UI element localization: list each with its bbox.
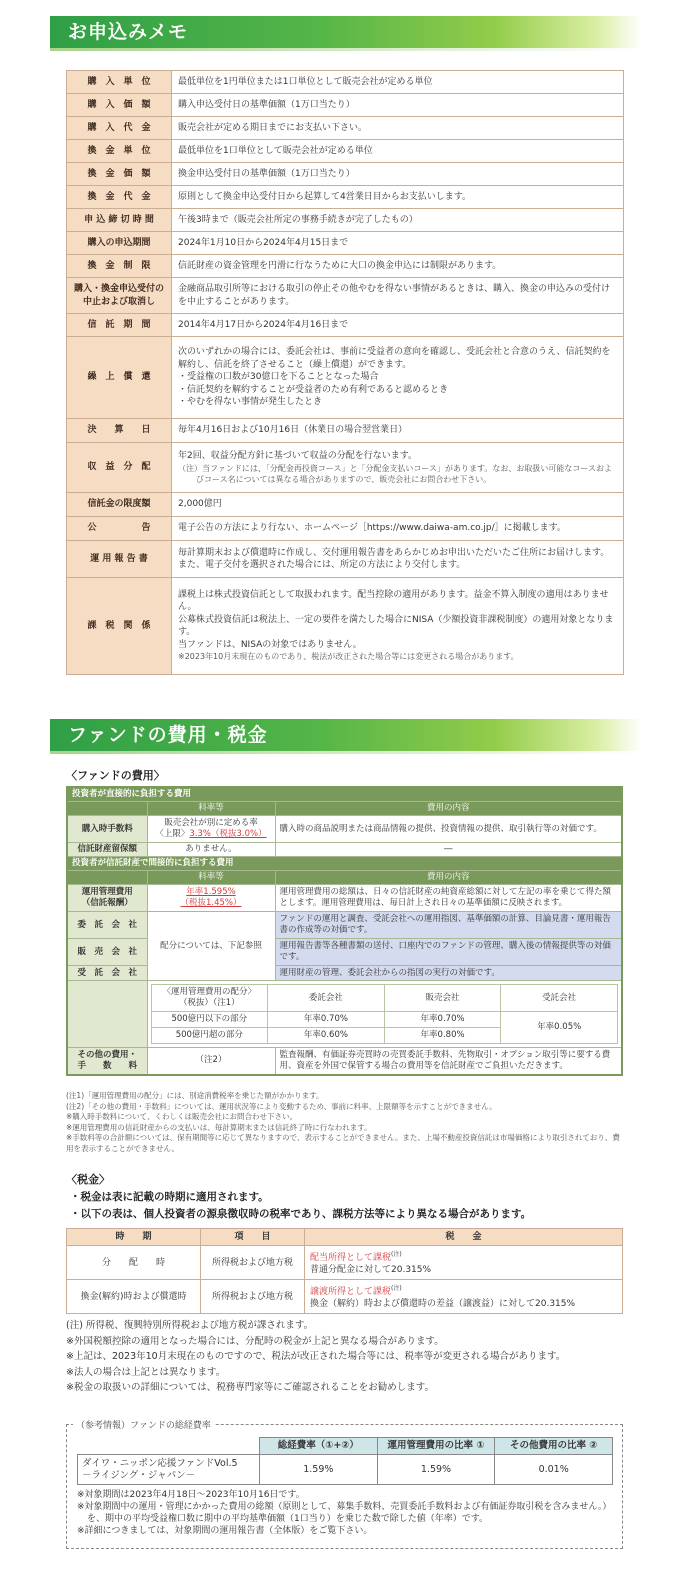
memo-banner xyxy=(50,16,642,48)
table-row xyxy=(67,787,622,802)
col-header: 費用の内容 xyxy=(275,802,622,816)
col-header: 運用管理費用の比率 ① xyxy=(377,1438,495,1455)
ref-notes xyxy=(77,1489,617,1537)
tax-item: 所得税および地方税 xyxy=(201,1280,305,1314)
mgmt-content: 運用管理費用の総額は、日々の信託財産の純資産総額に対して左記の率を乗じて得た額とします。運用管理費用は、毎日計上され日々の基準価額に反映されます。 xyxy=(275,885,622,912)
tax-bullet: ・税金は表に記載の時期に適用されます。 xyxy=(70,1191,269,1203)
kazei-line: 公募株式投資信託は税法上、一定の要件を満たした場合にNISA（少額投資非課税制度）の適用対象となります。 xyxy=(178,614,614,637)
table-row xyxy=(67,419,624,443)
table-row xyxy=(67,871,622,885)
tax-bullet: ・以下の表は、個人投資者の源泉徴収時の税率であり、課税方法等により異なる場合があります。 xyxy=(70,1208,532,1220)
note-line: ※運用管理費用の信託財産からの支払いは、毎計算期末または信託終了時に行なわれます。 xyxy=(66,1122,372,1132)
row-label: 申 込 締 切 時 間 xyxy=(67,209,172,232)
list-item: ・ 受益権の口数が30億口を下ることとなった場合 xyxy=(178,371,617,384)
row-value: 最低単位を1口単位として販売会社が定める単位 xyxy=(172,140,624,163)
fund-name-line: ダイワ・ニッポン応援ファンドVol.5 xyxy=(82,1457,238,1469)
row-label: 購入・換金申込受付の中止および取消し xyxy=(67,278,172,314)
table-row xyxy=(67,1246,623,1280)
table-row xyxy=(67,912,622,939)
row-value: 金融商品取引所等における取引の停止その他やむを得ない事情があるときは、購入、換金の申込みの受付けを中止することがあります。 xyxy=(172,278,624,314)
table-row xyxy=(67,885,622,912)
table-row xyxy=(67,981,622,1048)
row-label: 購入の申込期間 xyxy=(67,232,172,255)
memo-table xyxy=(66,70,624,675)
table-row xyxy=(67,163,624,186)
row-label: 決 算 日 xyxy=(67,419,172,443)
note-line: ※上記は、2023年10月末現在のものですので、税法が改正された場合等には、税率等が変更される場合があります。 xyxy=(66,1351,566,1362)
table-row xyxy=(151,1012,618,1028)
alloc-col: 受託会社 xyxy=(501,985,618,1012)
alloc-title: 〈運用管理費用の配分〉 xyxy=(162,987,257,997)
ref-value: 1.59% xyxy=(260,1455,378,1485)
col-header: その他費用の比率 ② xyxy=(495,1438,613,1455)
table-row xyxy=(78,1455,613,1485)
bunpai-text: 年2回、収益分配方針に基づいて収益の分配を行ないます。 xyxy=(178,451,418,462)
row-label: 販 売 会 社 xyxy=(67,939,147,966)
note-line: ※詳細につきましては、対象期間の運用報告書（全体版）をご覧下さい。 xyxy=(77,1526,373,1536)
row-label: 購 入 代 金 xyxy=(67,117,172,140)
table-row xyxy=(67,232,624,255)
col-header: 税 金 xyxy=(305,1229,623,1246)
mgmt-label-sub: （信託報酬） xyxy=(81,898,133,908)
tax-subtitle: 〈税金〉 xyxy=(66,1173,110,1186)
note-line: (注) 所得税、復興特別所得税および地方税が課されます。 xyxy=(66,1320,314,1331)
row-value: 2,000億円 xyxy=(172,493,624,517)
tax-sup: (注) xyxy=(391,1251,402,1258)
alloc-col: 委託会社 xyxy=(268,985,385,1012)
tax-item: 所得税および地方税 xyxy=(201,1246,305,1280)
reserve-content: ― xyxy=(275,843,622,857)
tax-rate: 換金（解約）時および償還時の差益（譲渡益）に対して20.315% xyxy=(310,1299,576,1309)
row-value: 信託財産の資金管理を円滑に行なうために大口の換金申込には制限があります。 xyxy=(172,255,624,278)
itaku-content: ファンドの運用と調査、受託会社への運用指図、基準価額の計算、目論見書・運用報告書の作成等の対価です。 xyxy=(275,912,622,939)
note-line: (注2)「その他の費用・手数料」については、運用状況等により変動するため、事前に料率、上限額等を示すことができません。 xyxy=(66,1101,497,1111)
row-value xyxy=(172,578,624,675)
table-row xyxy=(67,140,624,163)
tax-table xyxy=(66,1228,623,1314)
kazei-line: 課税上は株式投資信託として取扱われます。配当控除の適用があります。益金不算入制度の適用はありません。 xyxy=(178,589,609,612)
direct-header: 投資者が直接的に負担する費用 xyxy=(67,787,622,802)
row-label: 購 入 単 位 xyxy=(67,71,172,94)
table-row xyxy=(67,314,624,337)
table-row xyxy=(67,816,622,843)
ref-value: 1.59% xyxy=(377,1455,495,1485)
cost-table xyxy=(66,786,623,1076)
mgmt-label: 運用管理費用 xyxy=(81,887,133,897)
row-value: 最低単位を1円単位または1口単位として販売会社が定める単位 xyxy=(172,71,624,94)
row-label: 購 入 価 額 xyxy=(67,94,172,117)
table-row xyxy=(67,1048,622,1075)
table-row xyxy=(67,443,624,493)
row-value xyxy=(172,443,624,493)
col-header: 時 期 xyxy=(67,1229,201,1246)
table-row xyxy=(67,802,622,816)
table-row xyxy=(67,71,624,94)
alloc-row-label: 500億円以下の部分 xyxy=(151,1012,268,1028)
row-label: 信託金の限度額 xyxy=(67,493,172,517)
note-line: (注1)「運用管理費用の配分」には、別途消費税率を乗じた額がかかります。 xyxy=(66,1091,324,1100)
other-content: 監査報酬、有価証券売買時の売買委託手数料、先物取引・オプション取引等に要する費用、資産を外国で保管する場合の費用等を信託財産でご負担いただきます。 xyxy=(275,1048,622,1075)
mgmt-rate-value: 年率1.595% xyxy=(186,887,236,897)
table-row xyxy=(67,843,622,857)
tax-rate: 普通分配金に対して20.315% xyxy=(310,1265,432,1275)
table-row xyxy=(67,541,624,578)
table-row xyxy=(67,578,624,675)
note-line: ※手数料等の合計額については、保有期間等に応じて異なりますので、表示することができません。また、上場不動産投資信託は市場価格により取引されており、費用を表示することができません。 xyxy=(66,1133,620,1153)
row-label: 信 託 期 間 xyxy=(67,314,172,337)
blank-cell xyxy=(67,981,147,1048)
row-value: 2024年1月10日から2024年4月15日まで xyxy=(172,232,624,255)
other-label: その他の費用・ xyxy=(77,1049,137,1060)
ref-value: 0.01% xyxy=(495,1455,613,1485)
table-row xyxy=(78,1438,613,1455)
tax-value xyxy=(305,1280,623,1314)
jutaku-content: 運用財産の管理、委託会社からの指図の実行の対価です。 xyxy=(275,966,622,981)
note-line: ※購入時手数料について、くわしくは販売会社にお問合わせ下さい。 xyxy=(66,1112,297,1121)
row-label: 運 用 報 告 書 xyxy=(67,541,172,578)
row-value: 毎計算期末および償還時に作成し、交付運用報告書をあらかじめお申出いただいたご住所にお届けします。また、電子交付を選択された場合には、所定の方法により交付します。 xyxy=(172,541,624,578)
buy-rate-value: 3.3%（税抜3.0%） xyxy=(189,829,267,839)
table-row xyxy=(151,985,618,1012)
note-line: ※対象期間中の運用・管理にかかった費用の総額（原則として、募集手数料、売買委託手数料および有価証券取引税を含みません。）を、期中の平均受益権口数に期中の平均基準価額（1口当り）を乗じた数で除した値（年率）です。 xyxy=(77,1502,612,1524)
ref-label: （参考情報）ファンドの総経費率 xyxy=(73,1418,214,1431)
col-header: 項 目 xyxy=(201,1229,305,1246)
row-label: 換 金 代 金 xyxy=(67,186,172,209)
alloc-cell xyxy=(147,981,622,1048)
row-value: 電子公告の方法により行ない、ホームページ［https://www.daiwa-am.co.jp/］に掲載します。 xyxy=(172,517,624,541)
buy-rate-cap: 〈上限〉 xyxy=(155,829,190,839)
row-label: 課 税 関 係 xyxy=(67,578,172,675)
blank-cell xyxy=(67,802,147,816)
tax-kind: 譲渡所得として課税 xyxy=(310,1287,392,1297)
row-value: 午後3時まで（販売会社所定の事務手続きが完了したもの） xyxy=(172,209,624,232)
alloc-header xyxy=(151,985,268,1012)
hanbai-content: 運用報告書等各種書類の送付、口座内でのファンドの管理、購入後の情報提供等の対価です。 xyxy=(275,939,622,966)
table-row xyxy=(67,857,622,871)
alloc-table xyxy=(151,984,619,1044)
alloc-value: 年率0.05% xyxy=(501,1012,618,1044)
row-label: 収 益 分 配 xyxy=(67,443,172,493)
kazei-note: ※2023年10月末現在のものであり、税法が改正された場合等には変更される場合があります。 xyxy=(178,652,519,661)
mgmt-rate-ex: （税抜1.45%） xyxy=(180,898,242,908)
other-label-sub: 手 数 料 xyxy=(77,1060,137,1071)
buy-content: 購入時の商品説明または商品情報の提供、投資情報の提供、取引執行等の対価です。 xyxy=(275,816,622,843)
row-label xyxy=(67,1048,147,1075)
note-line: ※対象期間は2023年4月18日～2023年10月16日です。 xyxy=(77,1490,305,1500)
ref-box xyxy=(66,1421,623,1549)
alloc-value: 年率0.60% xyxy=(268,1028,385,1044)
indirect-header: 投資者が信託財産で間接的に負担する費用 xyxy=(67,857,622,871)
row-label: 換 金 価 額 xyxy=(67,163,172,186)
list-item: ・ 信託契約を解約することが受益者のため有利であると認めるとき xyxy=(178,384,617,397)
row-label: 公 告 xyxy=(67,517,172,541)
row-label xyxy=(67,885,147,912)
alloc-row-label: 500億円超の部分 xyxy=(151,1028,268,1044)
kuriage-text: 次のいずれかの場合には、委託会社は、事前に受益者の意向を確認し、受託会社と合意のうえ、信託契約を解約し、信託を終了させること（繰上償還）ができます。 xyxy=(178,347,611,370)
row-label: 委 託 会 社 xyxy=(67,912,147,939)
table-row xyxy=(67,94,624,117)
tax-notes xyxy=(66,1318,565,1396)
memo-title: お申込みメモ xyxy=(68,21,189,43)
row-label: 繰 上 償 還 xyxy=(67,337,172,419)
split-note: 配分については、下記参照 xyxy=(147,912,275,981)
reserve-rate: ありません。 xyxy=(147,843,275,857)
col-header: 総経費率（①+②） xyxy=(260,1438,378,1455)
alloc-value: 年率0.70% xyxy=(268,1012,385,1028)
alloc-col: 販売会社 xyxy=(384,985,501,1012)
cost-subtitle: 〈ファンドの費用〉 xyxy=(66,769,165,782)
table-row xyxy=(67,255,624,278)
row-value: 原則として換金申込受付日から起算して4営業日目からお支払いします。 xyxy=(172,186,624,209)
row-label: 信託財産留保額 xyxy=(67,843,147,857)
alloc-value: 年率0.70% xyxy=(384,1012,501,1028)
bunpai-note: （注）当ファンドには、「分配金再投資コース」と「分配金支払いコース」があります。なお、お取扱い可能なコースおよびコース名については異なる場合がありますので、販売会社にお問合わせ下さい。 xyxy=(178,463,612,484)
table-row xyxy=(67,1280,623,1314)
mgmt-rate xyxy=(147,885,275,912)
note-line: ※税金の取扱いの詳細については、税務専門家等にご確認されることをお勧めします。 xyxy=(66,1382,435,1393)
table-row xyxy=(67,337,624,419)
tax-period: 分 配 時 xyxy=(67,1246,201,1280)
table-row xyxy=(67,517,624,541)
tax-sup: (注) xyxy=(391,1285,402,1292)
row-value: 換金申込受付日の基準価額（1万口当たり） xyxy=(172,163,624,186)
col-header: 料率等 xyxy=(147,802,275,816)
table-row xyxy=(67,117,624,140)
table-row xyxy=(67,186,624,209)
table-row xyxy=(67,278,624,314)
cost-title: ファンドの費用・税金 xyxy=(68,724,268,746)
tax-period: 換金(解約)時および償還時 xyxy=(67,1280,201,1314)
col-header: 費用の内容 xyxy=(275,871,622,885)
fund-name xyxy=(78,1455,260,1485)
row-value: 2014年4月17日から2024年4月16日まで xyxy=(172,314,624,337)
row-value: 購入申込受付日の基準価額（1万口当たり） xyxy=(172,94,624,117)
fund-name-line: －ライジング・ジャパン－ xyxy=(82,1469,196,1481)
cost-banner xyxy=(50,719,642,751)
cost-notes xyxy=(66,1091,626,1154)
alloc-value: 年率0.80% xyxy=(384,1028,501,1044)
ref-table xyxy=(77,1437,613,1485)
row-value: 毎年4月16日および10月16日（休業日の場合翌営業日） xyxy=(172,419,624,443)
row-value: 販売会社が定める期日までにお支払い下さい。 xyxy=(172,117,624,140)
blank-cell xyxy=(67,871,147,885)
note-line: ※法人の場合は上記とは異なります。 xyxy=(66,1366,226,1378)
buy-rate-text: 販売会社が別に定める率 xyxy=(164,818,258,828)
other-rate: （注2） xyxy=(147,1048,275,1075)
row-label: 受 託 会 社 xyxy=(67,966,147,981)
tax-value xyxy=(305,1246,623,1280)
row-value xyxy=(172,337,624,419)
row-label: 購入時手数料 xyxy=(67,816,147,843)
table-row xyxy=(67,209,624,232)
table-row xyxy=(67,1229,623,1246)
alloc-title-sub: （税抜）（注1） xyxy=(178,998,240,1008)
list-item: ・ やむを得ない事情が発生したとき xyxy=(178,396,617,409)
kazei-line: 当ファンドは、NISAの対象ではありません。 xyxy=(178,639,362,650)
table-row xyxy=(67,493,624,517)
buy-rate xyxy=(147,816,275,843)
row-label: 換 金 制 限 xyxy=(67,255,172,278)
col-header: 料率等 xyxy=(147,871,275,885)
tax-kind: 配当所得として課税 xyxy=(310,1253,392,1263)
note-line: ※外国税額控除の適用となった場合には、分配時の税金が上記と異なる場合があります。 xyxy=(66,1335,444,1347)
blank-cell xyxy=(78,1438,260,1455)
row-label: 換 金 単 位 xyxy=(67,140,172,163)
